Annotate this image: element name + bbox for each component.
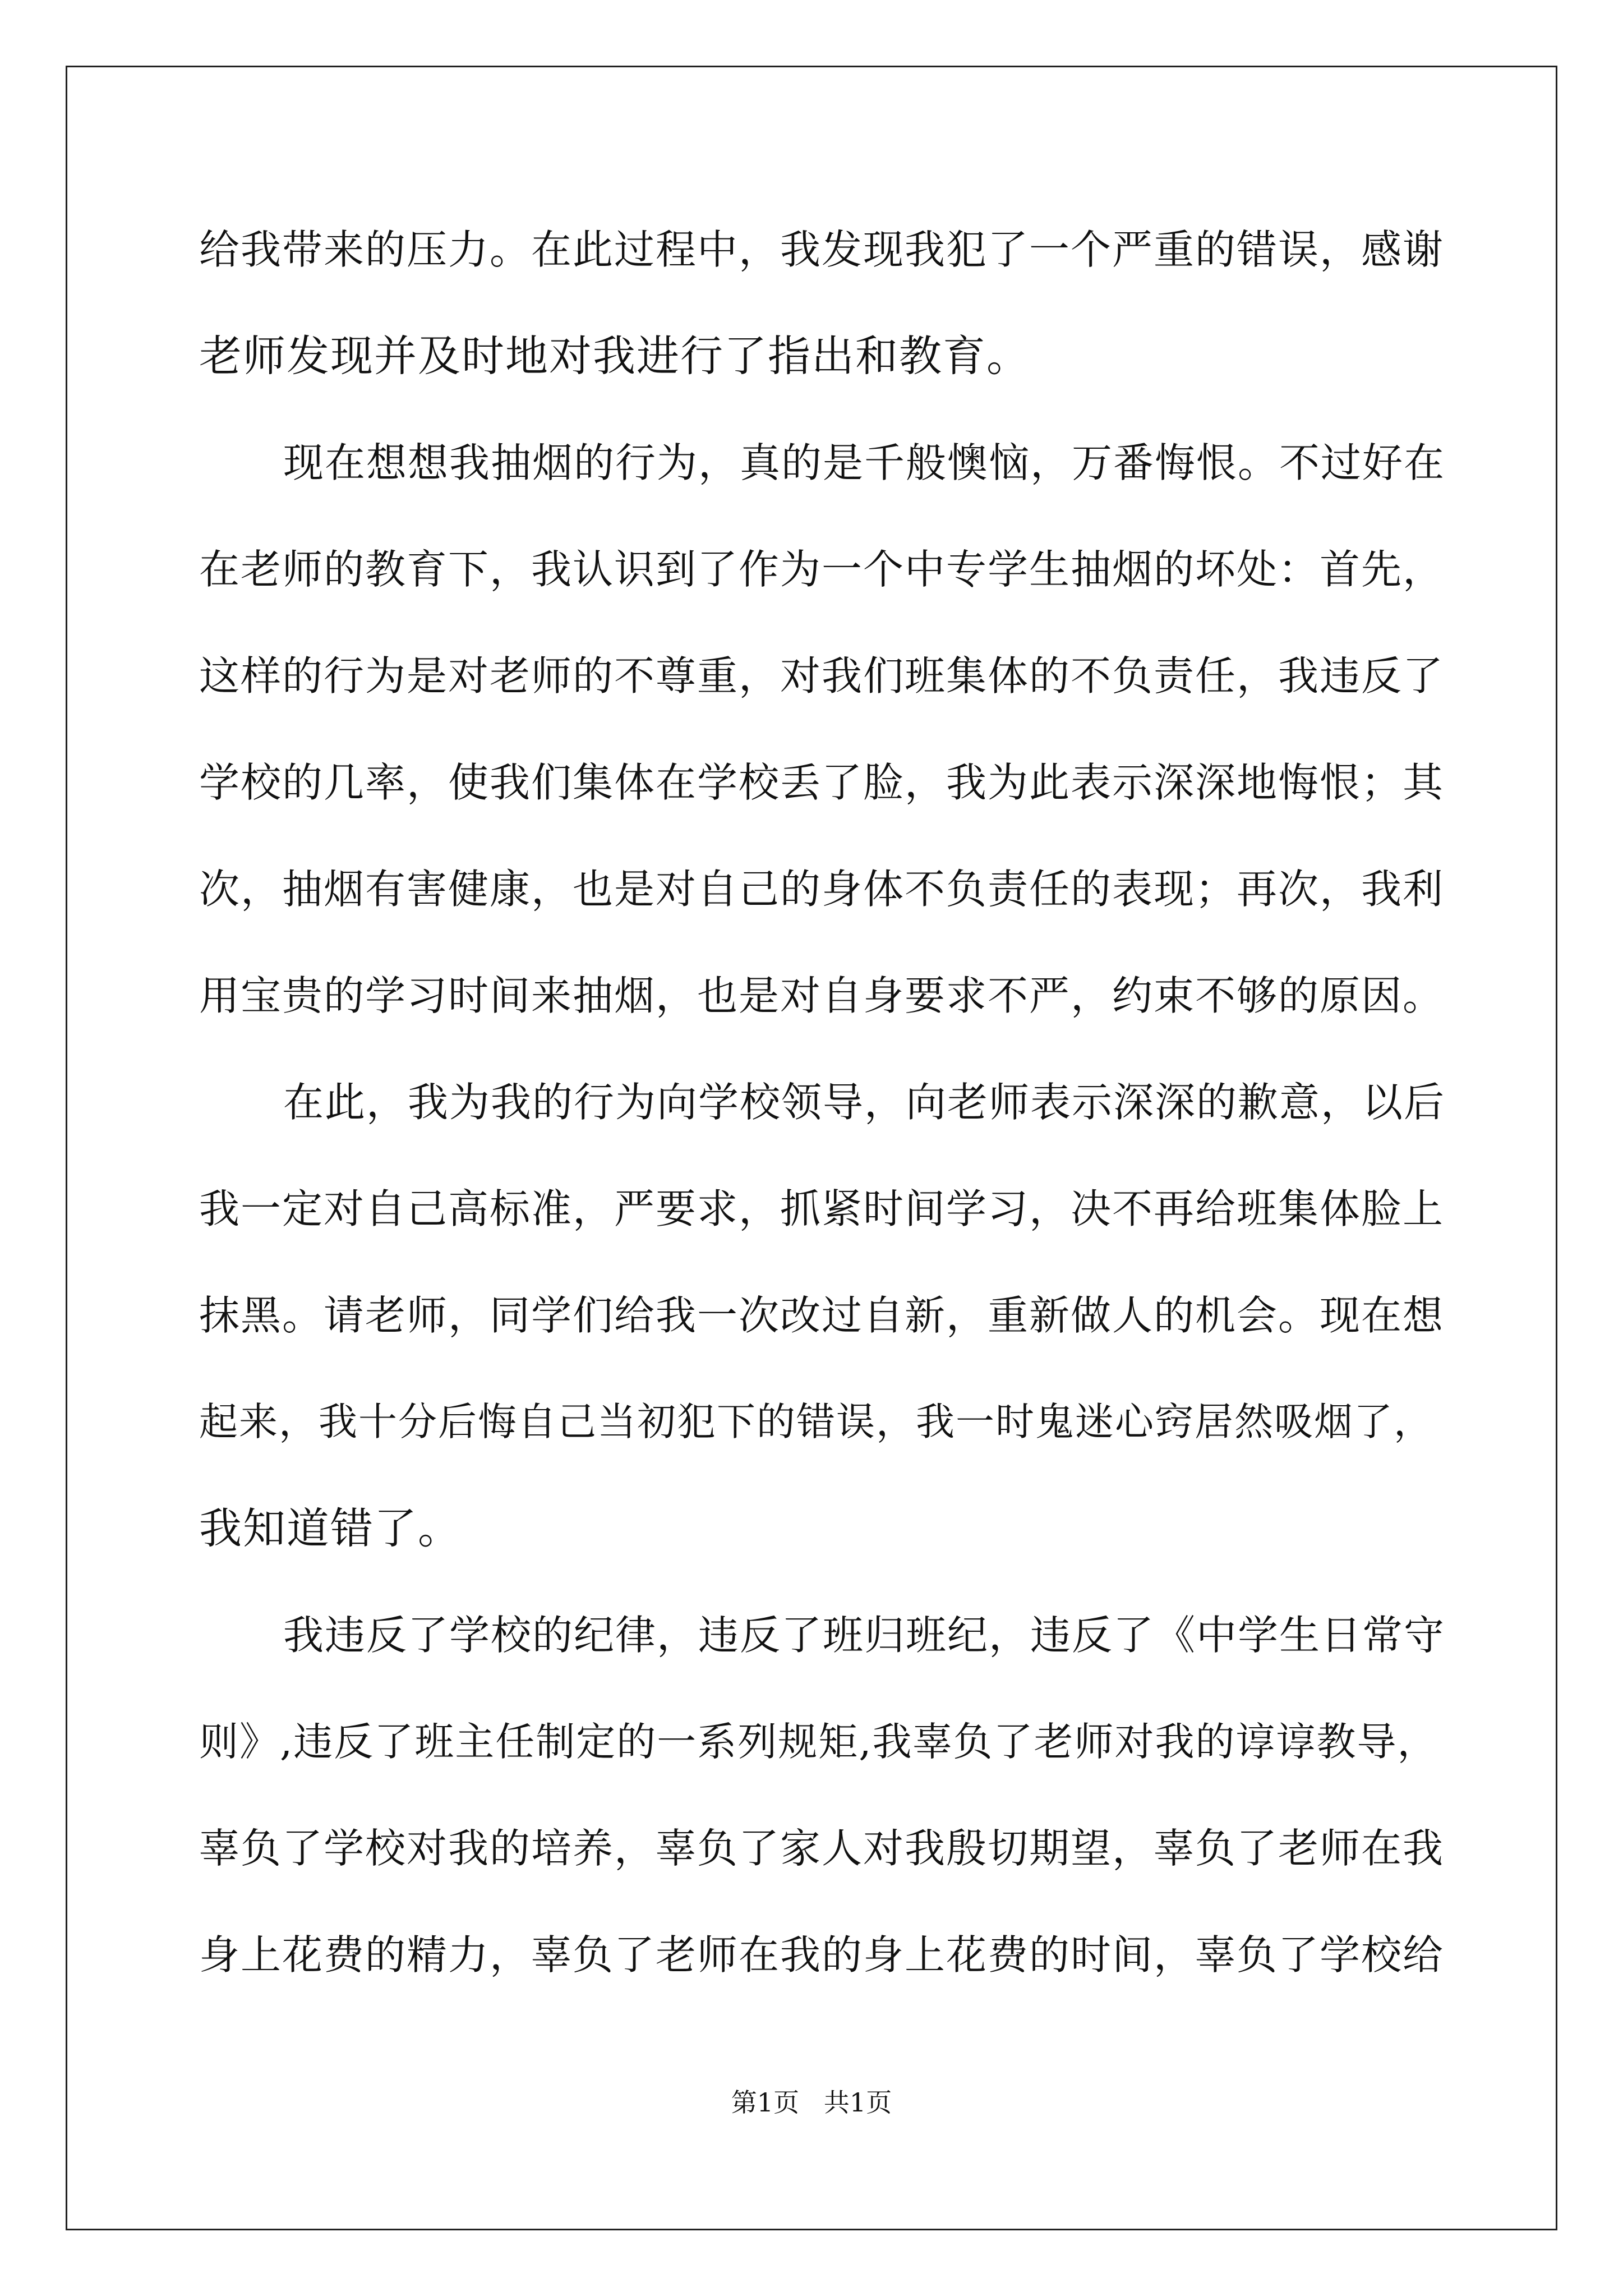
text-line-16: 辜负了学校对我的培养，辜负了家人对我殷切期望，辜负了老师在我 — [199, 1825, 1445, 1872]
page-number-footer: 第1页 共1页 — [731, 2087, 892, 2118]
text-line-9: 在此，我为我的行为向学校领导，向老师表示深深的歉意，以后 — [283, 1079, 1446, 1126]
text-line-10: 我一定对自己高标准，严要求，抓紧时间学习，决不再给班集体脸上 — [199, 1185, 1445, 1232]
text-line-14: 我违反了学校的纪律，违反了班归班纪，违反了《中学生日常守 — [283, 1612, 1446, 1659]
text-line-11: 抹黑。请老师，同学们给我一次改过自新，重新做人的机会。现在想 — [199, 1292, 1445, 1339]
text-line-7: 次，抽烟有害健康，也是对自己的身体不负责任的表现；再次，我利 — [199, 866, 1445, 913]
text-line-5: 这样的行为是对老师的不尊重，对我们班集体的不负责任，我违反了 — [199, 652, 1445, 700]
text-line-6: 学校的几率，使我们集体在学校丢了脸，我为此表示深深地悔恨；其 — [199, 759, 1445, 806]
text-line-12: 起来，我十分后悔自己当初犯下的错误，我一时鬼迷心窍居然吸烟了， — [199, 1400, 1433, 1444]
text-line-15: 则》,违反了班主任制定的一系列规矩,我辜负了老师对我的谆谆教导， — [199, 1719, 1438, 1765]
text-line-2: 老师发现并及时地对我进行了指出和教育。 — [199, 331, 1030, 381]
text-line-13: 我知道错了。 — [199, 1503, 462, 1553]
text-line-17: 身上花费的精力，辜负了老师在我的身上花费的时间，辜负了学校给 — [199, 1931, 1445, 1978]
text-line-3: 现在想想我抽烟的行为，真的是千般懊恼，万番悔恨。不过好在 — [283, 439, 1446, 486]
text-line-1: 给我带来的压力。在此过程中，我发现我犯了一个严重的错误，感谢 — [199, 226, 1445, 273]
page-border — [66, 66, 1557, 2230]
text-line-8: 用宝贵的学习时间来抽烟，也是对自身要求不严，约束不够的原因。 — [199, 972, 1445, 1019]
text-line-4: 在老师的教育下，我认识到了作为一个中专学生抽烟的坏处：首先， — [199, 546, 1445, 593]
